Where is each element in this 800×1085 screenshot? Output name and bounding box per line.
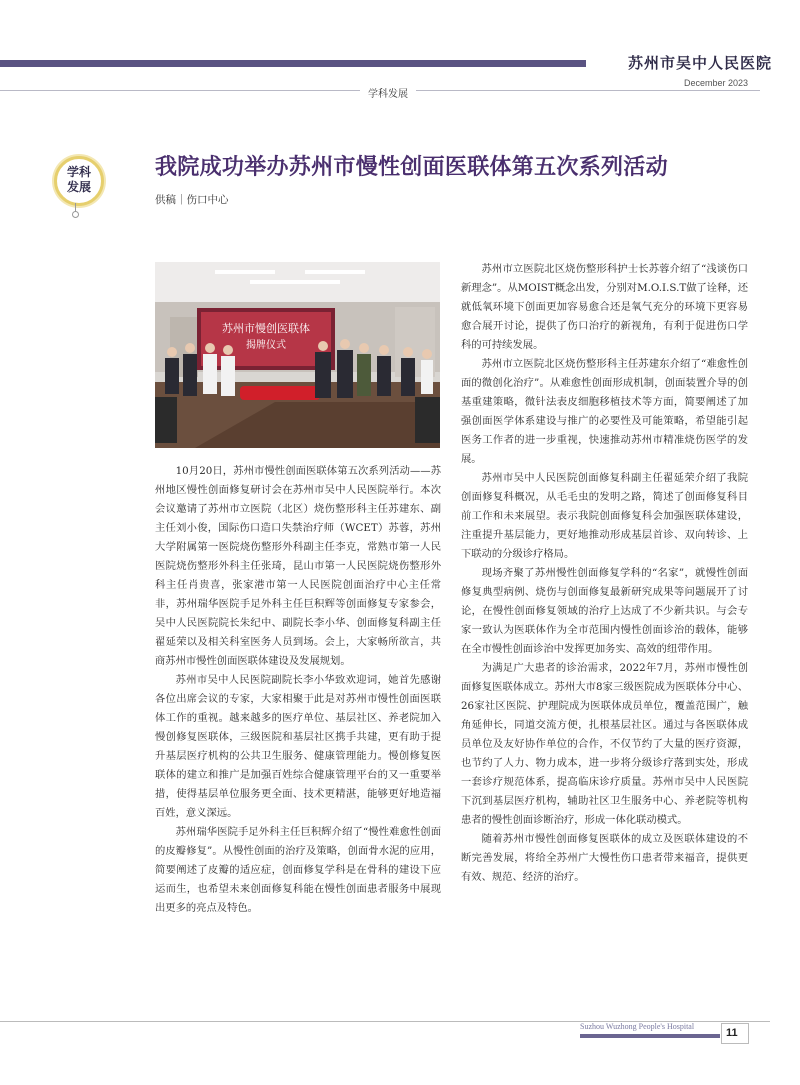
section-label: 学科发展 [360, 85, 416, 100]
paragraph: 10月20日，苏州市慢性创面医联体第五次系列活动——苏州地区慢性创面修复研讨会在苏州市吴中人民医院举行。本次会议邀请了苏州市立医院（北区）烧伤整形科主任苏建东、副主任刘小俊，国际伤口造口失禁治疗师（WCET）苏蓉，苏州大学附属第一医院烧伤整形外科副主任李克，常熟市第一人民医院烧伤整形外科主任张琦，昆山市第一人民医院烧伤整形外科主任肖贵喜，张家港市第一人民医院创面治疗中心主任常非，苏州瑞华医院手足外科主任巨积辉等创面修复专家参会，吴中人民医院院长朱纪中、副院长李小华、创面修复科副主任翟延荣以及相关科室医务人员到场。会上，大家畅所欲言，共商苏州市慢性创面医联体建设及发展规划。 [155, 465, 441, 667]
badge-dot [72, 211, 79, 218]
event-photo-illustration [155, 262, 440, 448]
page-number: 11 [726, 1027, 738, 1039]
event-photo [155, 262, 440, 448]
paragraph: 苏州市吴中人民医院副院长李小华致欢迎词，她首先感谢各位出席会议的专家，大家相聚于此是对苏州市慢性创面医联体工作的重视。越来越多的医疗单位、基层社区、养老院加入慢创修复医联体，三级医院和基层社区携手共建，更有助于提升基层医疗机构的公共卫生服务、健康管理能力。慢创修复医联体的建立和推广是加强百姓综合健康管理平台的又一重要举措，使得基层单位服务更全面、技术更精湛，能够更好地造福百姓，意义深远。 [155, 674, 441, 819]
badge-line-2: 发展 [66, 180, 91, 194]
paragraph: 现场齐聚了苏州慢性创面修复学科的“名家”，就慢性创面修复典型病例、烧伤与创面修复最新研究成果等问题展开了讨论，在慢性创面修复领域的治疗上达成了不少新共识。与会专家一致认为医联体作为全市范围内慢性创面诊治的载体，能够在全市慢性创面诊治中发挥更加务实、高效的纽带作用。 [461, 567, 748, 655]
hospital-name: 苏州市吴中人民医院 [627, 54, 772, 72]
article-title: 我院成功举办苏州市慢性创面医联体第五次系列活动 [155, 154, 668, 180]
article-column-left [155, 462, 441, 918]
footer-accent-bar [580, 1034, 720, 1038]
paragraph: 为满足广大患者的诊治需求，2022年7月，苏州市慢性创面修复医联体成立。苏州大市8家三级医院成为医联体分中心、26家社区医院、护理院成为医联体成员单位，覆盖范围广，触角延伸长，同道交流方便，扎根基层社区。通过与各医联体成员单位及友好协作单位的合作，不仅节约了大量的医疗资源，也节约了人力、物力成本，进一步将分级诊疗落到实处，形成一套诊疗规范体系，提高临床诊疗质量。苏州市吴中人民医院下沉到基层医疗机构，辅助社区卫生服务中心、养老院等机构患者的慢性创面诊断治疗，形成一体化联动模式。 [461, 662, 748, 826]
header-accent-bar [0, 60, 586, 67]
badge-text [57, 165, 101, 195]
banner-text-2: 揭牌仪式 [246, 340, 286, 351]
paragraph: 苏州市立医院北区烧伤整形科护士长苏蓉介绍了“浅谈伤口新理念”。从MOIST概念出发，分别对M.O.I.S.T做了诠释，还就低氧环境下创面更加容易愈合还是氧气充分的环境下更容易愈合展开讨论，提供了伤口治疗的新视角，有利于促进伤口学科的可持续发展。 [461, 263, 748, 351]
paragraph: 苏州瑞华医院手足外科主任巨积辉介绍了“慢性难愈性创面的皮瓣修复”。从慢性创面的治疗及策略，创面骨水泥的应用，简要阐述了皮瓣的适应症，创面修复学科是在骨科的建设下应运而生，也希望未来创面修复科能在慢性创面患者服务中展现出更多的亮点及特色。 [155, 826, 441, 914]
paragraph: 随着苏州市慢性创面修复医联体的成立及医联体建设的不断完善发展，将给全苏州广大慢性伤口患者带来福音，提供更有效、规范、经济的治疗。 [461, 833, 748, 883]
paragraph: 苏州市吴中人民医院创面修复科副主任翟延荣介绍了我院创面修复科概况，从毛毛虫的发明之路，简述了创面修复科目前工作和未来展望。表示我院创面修复科会加强医联体建设，注重提升基层能力，更好地推动形成基层首诊、双向转诊、上下联动的分级诊疗格局。 [461, 472, 748, 560]
article-column-right [461, 260, 748, 887]
article-byline: 供稿｜伤口中心 [155, 194, 229, 206]
badge-line-1: 学科 [66, 165, 91, 179]
footer-hospital-name: Suzhou Wuzhong People's Hospital [580, 1022, 695, 1031]
banner-text-1: 苏州市慢创医联体 [222, 322, 310, 335]
paragraph: 苏州市立医院北区烧伤整形科主任苏建东介绍了“难愈性创面的微创化治疗”。从难愈性创面形成机制，创面装置介导的创基重建策略，微针法表皮细胞移植技术等方面，简要阐述了加强创面医学体系建设与推广的必要性及可能策略，希望能引起医务工作者的进一步重视，快速推动苏州市精准烧伤医学的发展。 [461, 358, 748, 465]
issue-date: December 2023 [683, 78, 748, 88]
section-badge [54, 156, 104, 206]
